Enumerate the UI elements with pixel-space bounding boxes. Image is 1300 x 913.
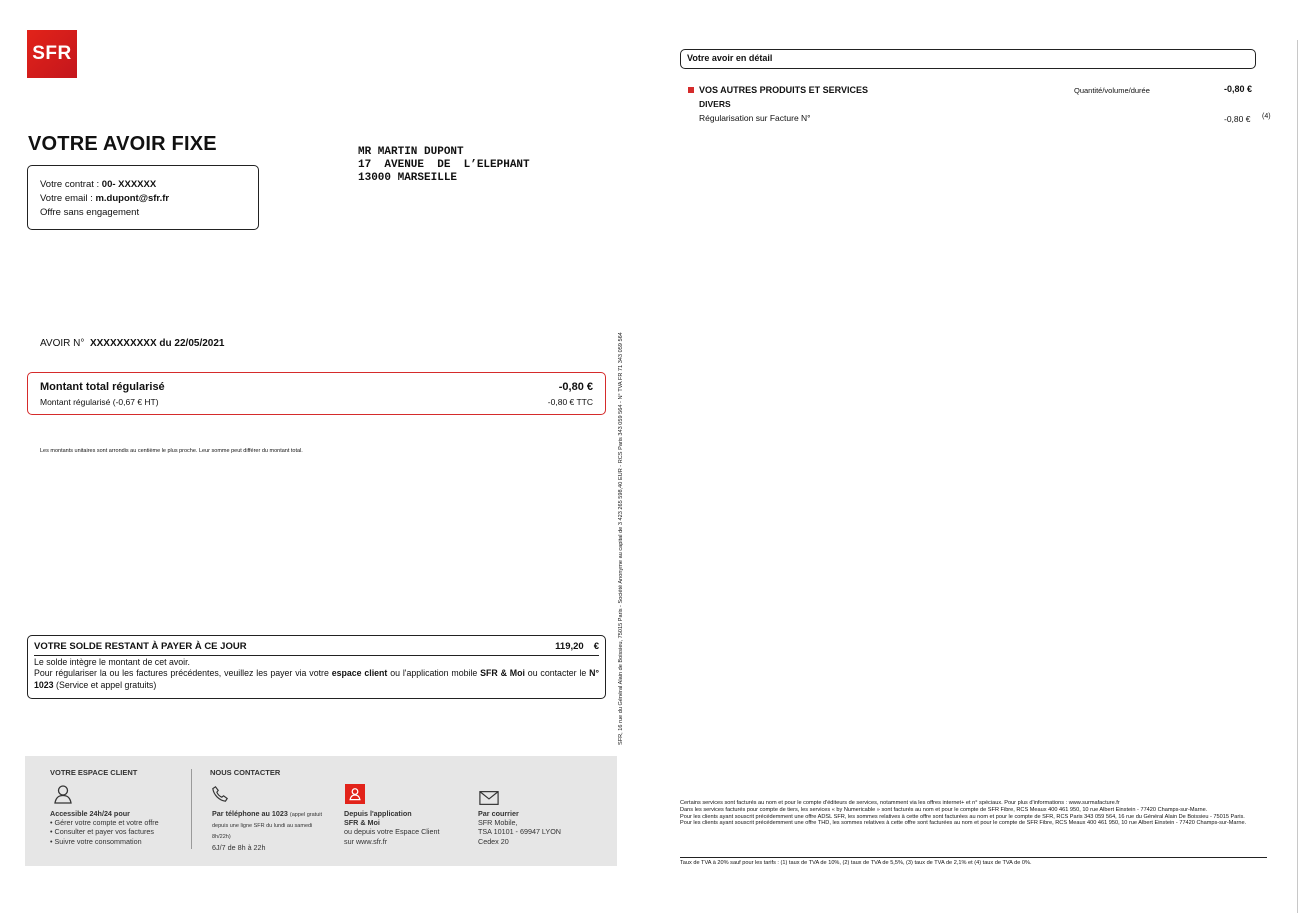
mail-line-3: Cedex 20	[478, 836, 509, 846]
detail-line-note: (4)	[1262, 113, 1271, 120]
page-edge-divider	[1297, 40, 1298, 913]
right-legal-text	[680, 800, 1267, 827]
solde-app-name: SFR & Moi	[480, 668, 525, 678]
address-line-2: 17 AVENUE DE L’ELEPHANT	[358, 159, 530, 171]
solde-currency: €	[593, 641, 599, 652]
avoir-date: du 22/05/2021	[159, 338, 225, 349]
app-line-2: sur www.sfr.fr	[344, 836, 388, 846]
mail-line-1: SFR Mobile,	[478, 818, 518, 828]
email-value: m.dupont@sfr.fr	[95, 193, 170, 204]
phone-hours: 6J/7 de 8h à 22h	[212, 842, 266, 852]
solde-espace-client: espace client	[331, 668, 388, 678]
legal-paragraph-3: Pour les clients ayant souscrit précédemment une offre ADSL SFR, les sommes relatives à cette offre sont facturées au nom et pour le compte de SFR, RCS Paris 343 059 564, 16 rue du Général Alain De Boissieu - 75015 Paris.	[680, 813, 1245, 820]
app-icon	[345, 784, 365, 804]
solde-text-c: ou l'application mobile	[387, 668, 481, 678]
email-label: Votre email :	[40, 193, 96, 204]
address-line-3: 13000 MARSEILLE	[358, 172, 458, 184]
page-title: VOTRE AVOIR FIXE	[28, 133, 217, 155]
detail-box-title: Votre avoir en détail	[680, 49, 1256, 69]
section-bullet-icon	[688, 87, 694, 93]
rounding-note: Les montants unitaires sont arrondis au centième le plus proche. Leur somme peut différer du montant total.	[40, 448, 303, 454]
footer-separator	[191, 769, 192, 849]
contract-line	[40, 178, 246, 192]
solde-box	[27, 635, 606, 699]
espace-client-list	[50, 809, 159, 846]
solde-amount-group	[555, 641, 599, 653]
total-subtitle: Montant régularisé (-0,67 € HT)	[40, 397, 159, 407]
phone-contact	[212, 809, 332, 852]
logo-text: SFR	[32, 43, 72, 64]
phone-note: (appel gratuit depuis une ligne SFR du lundi au samedi 8h/22h)	[212, 812, 323, 841]
avoir-reference	[40, 338, 224, 349]
mail-icon	[479, 788, 499, 808]
legal-divider	[680, 857, 1267, 858]
solde-text-a: Pour régulariser la ou les factures précédentes, veuillez les payer via votre	[34, 668, 332, 678]
app-head-1: Depuis l'application	[344, 809, 412, 818]
espace-client-head: Accessible 24h/24 pour	[50, 809, 130, 818]
mail-line-2: TSA 10101 - 69947 LYON	[478, 827, 561, 837]
avoir-label: AVOIR N°	[40, 338, 85, 349]
section-title: VOS AUTRES PRODUITS ET SERVICES	[699, 85, 869, 95]
solde-title: VOTRE SOLDE RESTANT À PAYER À CE JOUR	[34, 641, 247, 652]
espace-item-1: • Gérer votre compte et votre offre	[50, 818, 159, 828]
espace-item-3: • Suivre votre consommation	[50, 836, 142, 846]
solde-phone-number: N° 1023	[34, 668, 600, 690]
app-contact	[344, 809, 440, 846]
divers-subtitle: DIVERS	[699, 99, 731, 109]
vertical-legal-text: SFR, 16 rue du Général Alain de Boissieu, 75015 Paris - Société Anonyme au capital de 3 423 265 598,40 EUR - RCS Paris 343 059 564 - N° TVA FR 71 343 059 564	[618, 332, 624, 745]
espace-item-2: • Consulter et payer vos factures	[50, 827, 154, 837]
mail-contact	[478, 809, 561, 846]
user-icon	[53, 784, 73, 804]
phone-head: Par téléphone au 1023	[212, 809, 288, 818]
detail-line-label: Régularisation sur Facture N°	[699, 113, 811, 123]
footer-contact-band	[25, 756, 617, 866]
solde-text-g: (Service et appel gratuits)	[53, 679, 157, 690]
phone-icon	[210, 784, 230, 804]
solde-paragraph	[34, 668, 599, 691]
solde-line-1: Le solde intègre le montant de cet avoir.	[34, 656, 190, 667]
solde-header	[34, 641, 599, 656]
avoir-number: XXXXXXXXXX	[89, 338, 157, 349]
offer-type: Offre sans engagement	[40, 207, 140, 218]
sfr-logo	[27, 30, 77, 78]
tva-note: Taux de TVA à 20% sauf pour les tarifs : (1) taux de TVA de 10%, (2) taux de TVA de 5,5%, (3) taux de TVA de 2,1% et (4) taux de TVA de 0%.	[680, 860, 1032, 866]
total-title: Montant total régularisé	[40, 381, 165, 393]
total-amount: -0,80 €	[558, 381, 593, 393]
legal-paragraph-4: Pour les clients ayant souscrit précédemment une offre THD, les sommes relatives à cette offre sont facturées au nom et pour le compte de SFR Fibre, RCS Meaux 400 461 950, 10 rue Albert Einstein - 77420 Champs-sur-Marne.	[680, 820, 1247, 827]
recipient-address	[358, 146, 530, 185]
espace-client-title: VOTRE ESPACE CLIENT	[50, 768, 138, 777]
legal-paragraph-2: Dans les services facturés pour compte de tiers, les services « by Numericable » sont facturés au nom et pour le compte de SFR Fibre, RCS Meaux 400 461 950, 10 rue Albert Einstein - 77420 Champs-sur-Marne.	[680, 806, 1208, 813]
legal-paragraph-1: Certains services sont facturés au nom et pour le compte d'éditeurs de services, notamment via les offres internet+ et n° spéciaux. Pour plus d'informations : www.surmafacture.fr	[680, 800, 1120, 806]
solde-amount: 119,20	[555, 641, 584, 652]
app-head-2: SFR & Moi	[344, 818, 380, 828]
section-amount: -0,80 €	[1224, 84, 1253, 94]
mail-head: Par courrier	[478, 809, 519, 818]
contract-label: Votre contrat :	[40, 179, 102, 190]
phone-head-line	[212, 809, 332, 843]
email-line	[40, 192, 246, 206]
total-amount-ttc: -0,80 € TTC	[547, 397, 593, 407]
detail-line-amount: -0,80 €	[1224, 114, 1251, 124]
address-line-1: MR MARTIN DUPONT	[358, 146, 464, 158]
contact-title: NOUS CONTACTER	[210, 768, 281, 777]
contract-info-box	[27, 165, 259, 230]
total-regularise-box	[27, 372, 606, 415]
contract-number: 00- XXXXXX	[101, 179, 157, 190]
quantity-header: Quantité/volume/durée	[1074, 86, 1150, 95]
solde-text-e: ou contacter le	[524, 668, 590, 678]
app-line-1: ou depuis votre Espace Client	[344, 827, 440, 837]
